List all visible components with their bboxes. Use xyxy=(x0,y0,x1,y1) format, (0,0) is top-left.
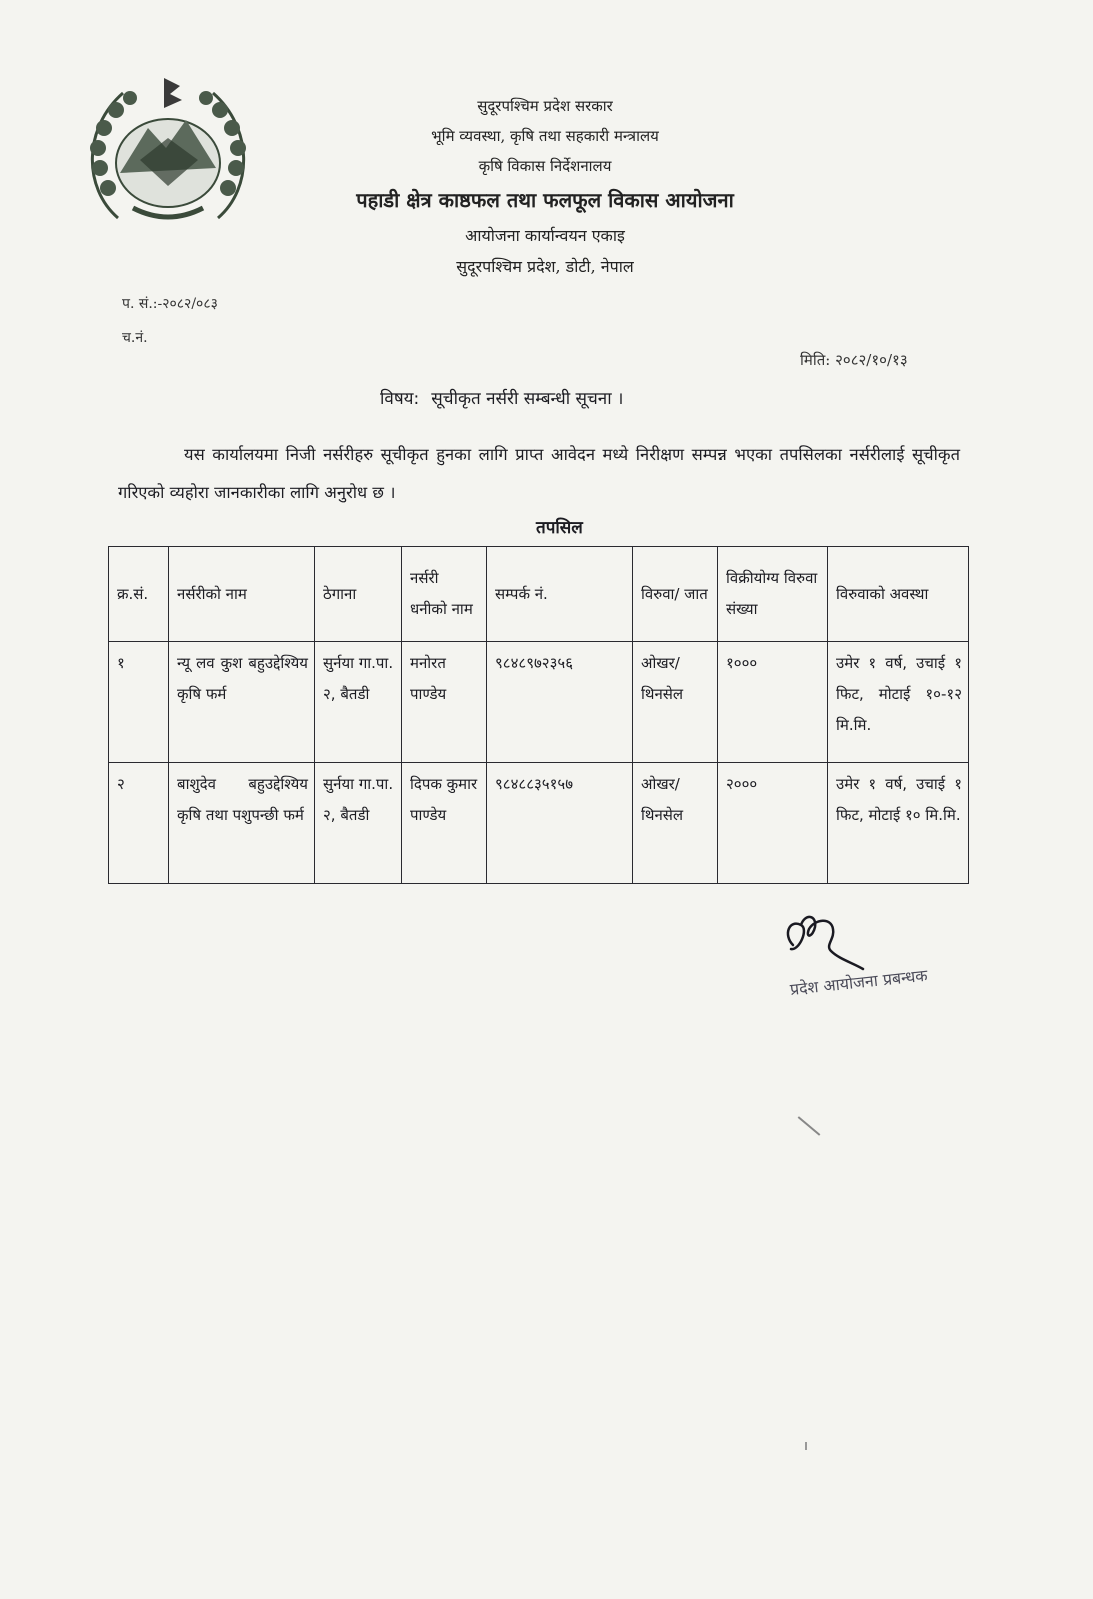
header-contact: सम्पर्क नं. xyxy=(487,547,633,642)
header-variety: विरुवा/ जात xyxy=(633,547,718,642)
table-row xyxy=(109,763,969,884)
table-row xyxy=(109,642,969,763)
cell-seedling-condition: उमेर १ वर्ष, उचाई १ फिट, मोटाई १०-१२ मि.मि. xyxy=(828,642,969,763)
cell-nursery-name: बाशुदेव बहुउद्देश्यिय कृषि तथा पशुपन्छी फर्म xyxy=(169,763,315,884)
body-paragraph xyxy=(118,436,960,512)
table-header-row xyxy=(109,547,969,642)
cell-serial: २ xyxy=(109,763,169,884)
government-emblem-icon xyxy=(78,68,258,233)
signature-icon xyxy=(775,905,865,975)
header-seedling-condition: विरुवाको अवस्था xyxy=(828,547,969,642)
subject-line xyxy=(380,386,623,409)
letterhead-ministry: भूमि व्यवस्था, कृषि तथा सहकारी मन्त्रालय xyxy=(431,127,659,145)
letterhead-directorate: कृषि विकास निर्देशनालय xyxy=(478,157,612,175)
cell-serial: १ xyxy=(109,642,169,763)
header-nursery-name: नर्सरीको नाम xyxy=(169,547,315,642)
cell-seedling-condition: उमेर १ वर्ष, उचाई १ फिट, मोटाई १० मि.मि. xyxy=(828,763,969,884)
scan-mark xyxy=(798,1116,821,1136)
cell-contact: ९८४८८३५१५७ xyxy=(487,763,633,884)
header-owner-name: नर्सरी धनीको नाम xyxy=(402,547,487,642)
cell-saleable-count: १००० xyxy=(718,642,828,763)
cell-nursery-name: न्यू लव कुश बहुउद्देश्यिय कृषि फर्म xyxy=(169,642,315,763)
signatory-title: प्रदेश आयोजना प्रबन्धक xyxy=(789,965,929,999)
cell-owner-name: मनोरत पाण्डेय xyxy=(402,642,487,763)
dispatch-number: च.नं. xyxy=(122,330,148,346)
scan-mark xyxy=(805,1442,807,1450)
cell-owner-name: दिपक कुमार पाण्डेय xyxy=(402,763,487,884)
header-address: ठेगाना xyxy=(315,547,402,642)
body-text: यस कार्यालयमा निजी नर्सरीहरु सूचीकृत हुनका लागि प्राप्त आवेदन मध्ये निरीक्षण सम्पन्न भएका तपसिलका नर्सरीलाई सूचीकृत गरिएको व्यहोरा जानकारीका लागि अनुरोध छ । xyxy=(118,445,960,502)
subject-label: विषय: xyxy=(380,389,420,409)
letterhead-province: सुदूरपश्चिम प्रदेश सरकार xyxy=(477,97,613,115)
cell-variety: ओखर/ थिनसेल xyxy=(633,642,718,763)
letterhead-address: सुदूरपश्चिम प्रदेश, डोटी, नेपाल xyxy=(456,257,634,276)
letterhead-project: पहाडी क्षेत्र काष्ठफल तथा फलफूल विकास आयोजना xyxy=(356,188,734,212)
letter-reference-number: प. सं.:-२०८२/०८३ xyxy=(122,296,218,312)
nursery-table xyxy=(108,546,969,884)
cell-contact: ९८४८९७२३५६ xyxy=(487,642,633,763)
table-title: तपसिल xyxy=(536,518,583,538)
subject-text: सूचीकृत नर्सरी सम्बन्धी सूचना । xyxy=(431,389,624,409)
cell-address: सुर्नया गा.पा. २, बैतडी xyxy=(315,763,402,884)
header-serial: क्र.सं. xyxy=(109,547,169,642)
letter-date: मिति: २०८२/१०/१३ xyxy=(800,351,908,369)
letterhead-unit: आयोजना कार्यान्वयन एकाइ xyxy=(465,226,625,245)
cell-variety: ओखर/ थिनसेल xyxy=(633,763,718,884)
cell-address: सुर्नया गा.पा. २, बैतडी xyxy=(315,642,402,763)
cell-saleable-count: २००० xyxy=(718,763,828,884)
header-saleable-count: विक्रीयोग्य विरुवा संख्या xyxy=(718,547,828,642)
